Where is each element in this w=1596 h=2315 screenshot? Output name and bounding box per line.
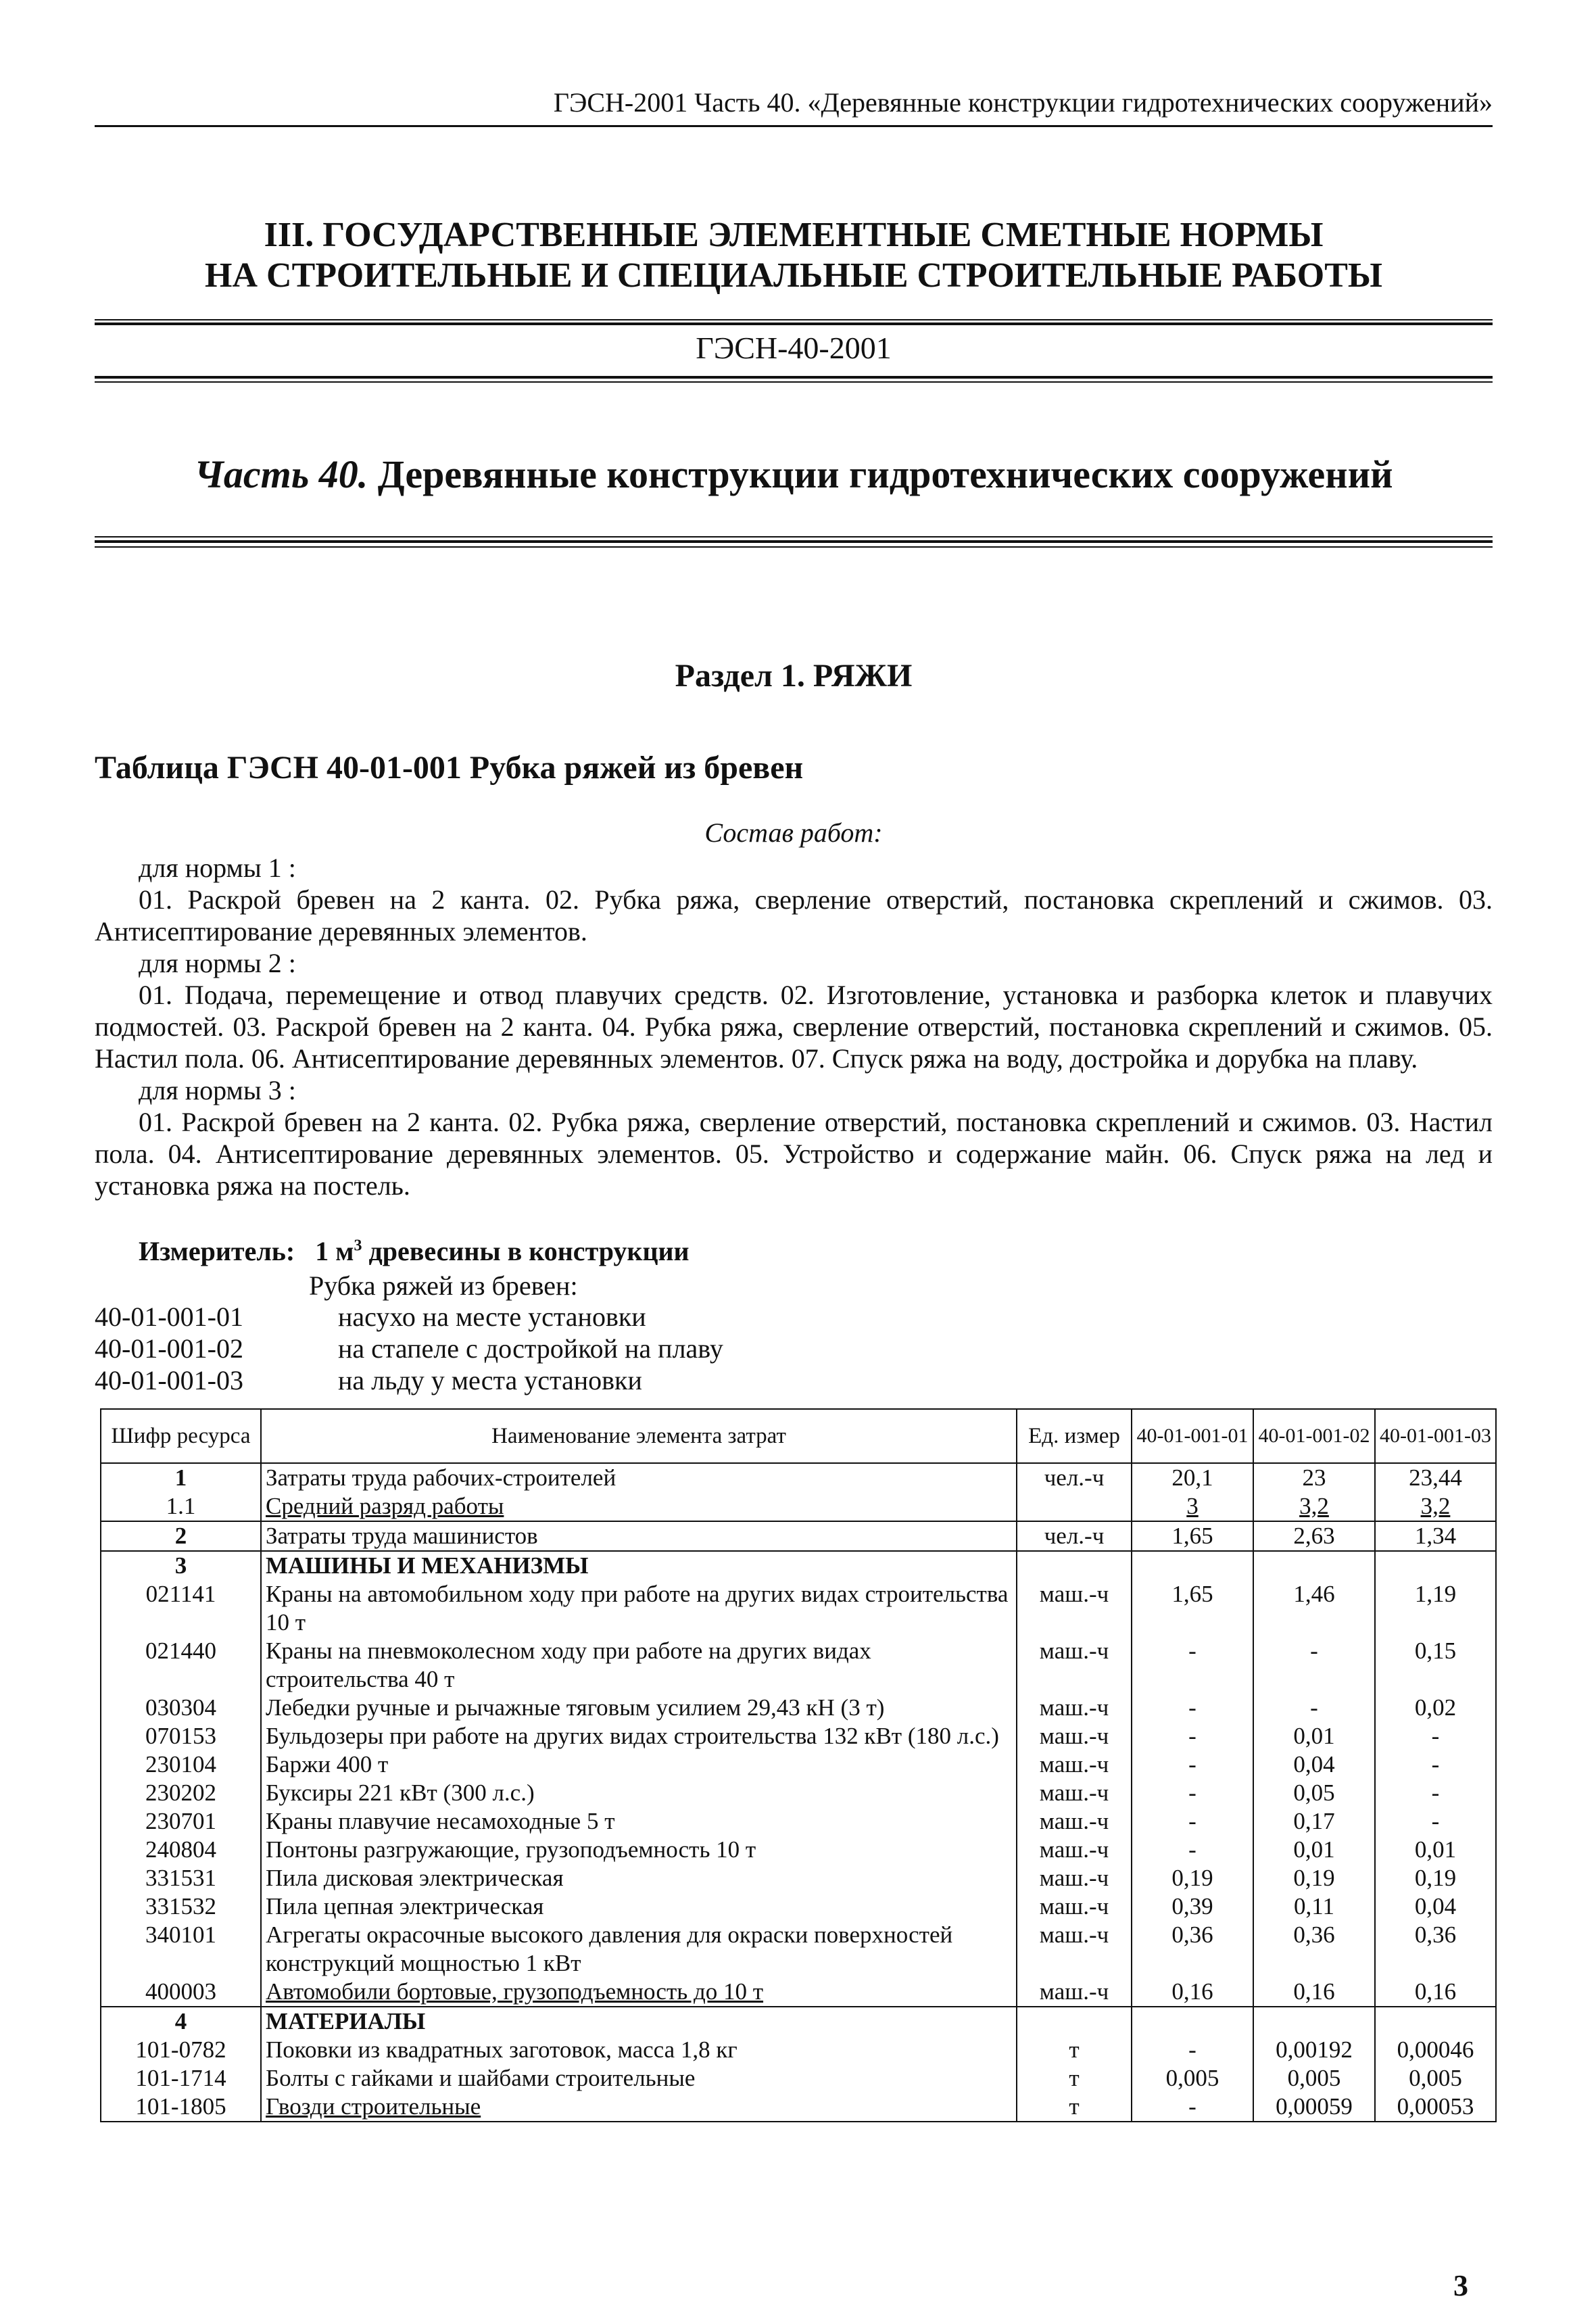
norm-code-2: 40-01-001-02 [95, 1333, 243, 1364]
cell-v1 [1132, 1551, 1253, 1580]
cell-v3: 0,00046 [1375, 2036, 1496, 2064]
cell-unit: маш.-ч [1017, 1836, 1132, 1864]
cell-code: 2 [101, 1521, 261, 1551]
cell-code: 331532 [101, 1892, 261, 1921]
header-unit: Ед. измер [1017, 1409, 1132, 1463]
table-row [101, 1637, 1496, 1694]
cell-v3: 1,34 [1375, 1521, 1496, 1551]
table-row [101, 1836, 1496, 1864]
cell-unit: маш.-ч [1017, 1921, 1132, 1978]
cell-v2: - [1253, 1637, 1375, 1694]
cell-v2: 23 [1253, 1463, 1375, 1492]
cell-name: Буксиры 221 кВт (300 л.с.) [261, 1779, 1017, 1807]
cell-unit: маш.-ч [1017, 1694, 1132, 1722]
norm2-text: 01. Подача, перемещение и отвод плавучих средств. 02. Изготовление, установка и разборка клеток и плавучих подмостей. 03. Раскрой бревен на 2 канта. 04. Рубка ряжа, сверление отверстий, постановка скреплений и сжимов. 05. Настил пола. 06. Антисептирование деревянных элементов. 07. Спуск ряжа на воду, достройка и дорубка на плаву. [95, 980, 1493, 1074]
cell-v2: 0,16 [1253, 1978, 1375, 2007]
norm-desc-2: на стапеле с достройкой на плаву [338, 1333, 723, 1364]
cell-code: 340101 [101, 1921, 261, 1978]
cell-name: Агрегаты окрасочные высокого давления для окраски поверхностей конструкций мощностью 1 кВт [261, 1921, 1017, 1978]
cell-v3: 1,19 [1375, 1580, 1496, 1637]
cell-v3: 0,36 [1375, 1921, 1496, 1978]
norm-code-3: 40-01-001-03 [95, 1365, 243, 1395]
cell-v1: - [1132, 1722, 1253, 1750]
cell-unit: т [1017, 2036, 1132, 2064]
cell-name: Затраты труда рабочих-строителей [261, 1463, 1017, 1492]
cell-v3: 0,16 [1375, 1978, 1496, 2007]
cell-code: 331531 [101, 1864, 261, 1892]
header-code: Шифр ресурса [101, 1409, 261, 1463]
cell-code: 230202 [101, 1779, 261, 1807]
table-row [101, 1864, 1496, 1892]
table-row [101, 2064, 1496, 2093]
cell-v3: 0,04 [1375, 1892, 1496, 1921]
cell-name: Затраты труда машинистов [261, 1521, 1017, 1551]
norm-desc-3: на льду у места установки [338, 1365, 642, 1395]
cell-unit: маш.-ч [1017, 1580, 1132, 1637]
cell-v3: 0,01 [1375, 1836, 1496, 1864]
cell-code: 030304 [101, 1694, 261, 1722]
norm-code-1: 40-01-001-01 [95, 1302, 243, 1332]
cell-unit: т [1017, 2064, 1132, 2093]
cell-code: 101-1805 [101, 2093, 261, 2122]
cell-code: 1.1 [101, 1492, 261, 1521]
cell-v1: 0,36 [1132, 1921, 1253, 1978]
table-row [101, 2007, 1496, 2036]
table-row [101, 1492, 1496, 1521]
cell-code: 230104 [101, 1750, 261, 1779]
cell-name: МАТЕРИАЛЫ [261, 2007, 1017, 2036]
cell-v1: 0,16 [1132, 1978, 1253, 2007]
cell-code: 3 [101, 1551, 261, 1580]
cell-v2: 1,46 [1253, 1580, 1375, 1637]
table-row [101, 2036, 1496, 2064]
cell-v2: 0,04 [1253, 1750, 1375, 1779]
part-label: Часть 40. [194, 452, 368, 496]
cell-name: Пила цепная электрическая [261, 1892, 1017, 1921]
cell-v1: 0,19 [1132, 1864, 1253, 1892]
measure-rest: древесины в конструкции [362, 1236, 690, 1266]
table-title: Таблица ГЭСН 40-01-001 Рубка ряжей из бревен [95, 750, 804, 786]
cell-name: Краны плавучие несамоходные 5 т [261, 1807, 1017, 1836]
cell-unit: маш.-ч [1017, 1807, 1132, 1836]
cell-name: Бульдозеры при работе на других видах строительства 132 кВт (180 л.с.) [261, 1722, 1017, 1750]
table-row [101, 1921, 1496, 1978]
cell-v1: 0,005 [1132, 2064, 1253, 2093]
cell-unit: маш.-ч [1017, 1750, 1132, 1779]
table-row [101, 1463, 1496, 1492]
norm1-block [95, 852, 1493, 1201]
cell-unit [1017, 2007, 1132, 2036]
cell-v3: - [1375, 1722, 1496, 1750]
header-norm-1: 40-01-001-01 [1132, 1409, 1253, 1463]
cell-v1: 3 [1132, 1492, 1253, 1521]
norm1-label: для нормы 1 : [139, 853, 296, 883]
header-norm-2: 40-01-001-02 [1253, 1409, 1375, 1463]
cell-unit: маш.-ч [1017, 1892, 1132, 1921]
table-row [101, 1580, 1496, 1637]
cell-code: 1 [101, 1463, 261, 1492]
cell-v2: 2,63 [1253, 1521, 1375, 1551]
cell-code: 070153 [101, 1722, 261, 1750]
table-row [101, 1521, 1496, 1551]
table-row [101, 1551, 1496, 1580]
table-row [101, 1892, 1496, 1921]
cell-code: 021141 [101, 1580, 261, 1637]
table-row [101, 1694, 1496, 1722]
cell-name: Краны на пневмоколесном ходу при работе на других видах строительства 40 т [261, 1637, 1017, 1694]
cell-v1: 20,1 [1132, 1463, 1253, 1492]
cell-name: Автомобили бортовые, грузоподъемность до 10 т [261, 1978, 1017, 2007]
code-rule-1 [95, 376, 1493, 379]
cell-v3: 3,2 [1375, 1492, 1496, 1521]
cell-v1: - [1132, 1637, 1253, 1694]
cell-unit: маш.-ч [1017, 1637, 1132, 1694]
header-name: Наименование элемента затрат [261, 1409, 1017, 1463]
cell-v3 [1375, 2007, 1496, 2036]
cell-name: Гвозди строительные [261, 2093, 1017, 2122]
cell-code: 230701 [101, 1807, 261, 1836]
cell-v3: 0,19 [1375, 1864, 1496, 1892]
cell-unit: чел.-ч [1017, 1463, 1132, 1492]
part-rule-2 [95, 540, 1493, 543]
title-rule-top [95, 319, 1493, 320]
cell-code: 101-0782 [101, 2036, 261, 2064]
cell-name: Баржи 400 т [261, 1750, 1017, 1779]
part-rule-3 [95, 546, 1493, 548]
cell-v2 [1253, 1551, 1375, 1580]
cell-v1: - [1132, 1807, 1253, 1836]
doc-code: ГЭСН-40-2001 [696, 331, 892, 365]
running-header: ГЭСН-2001 Часть 40. «Деревянные конструкции гидротехнических сооружений» [553, 87, 1493, 118]
norm1-text: 01. Раскрой бревен на 2 канта. 02. Рубка ряжа, сверление отверстий, постановка скреплений и сжимов. 03. Антисептирование деревянных элементов. [95, 884, 1493, 947]
table-row [101, 1779, 1496, 1807]
cell-v3 [1375, 1551, 1496, 1580]
cell-unit: маш.-ч [1017, 1722, 1132, 1750]
cell-name: Болты с гайками и шайбами строительные [261, 2064, 1017, 2093]
cell-unit: маш.-ч [1017, 1779, 1132, 1807]
norm3-text: 01. Раскрой бревен на 2 канта. 02. Рубка ряжа, сверление отверстий, постановка скреплений и сжимов. 03. Настил пола. 04. Антисептирование деревянных элементов. 05. Устройство и содержание майн. 06. Спуск ряжа на лед и установка ряжа на постель. [95, 1107, 1493, 1201]
cell-v1: - [1132, 2093, 1253, 2122]
measure-superscript: 3 [354, 1237, 362, 1255]
cell-code: 4 [101, 2007, 261, 2036]
norms-table [100, 1408, 1497, 2122]
cell-v3: - [1375, 1807, 1496, 1836]
cell-v1: 1,65 [1132, 1521, 1253, 1551]
cell-v2: 0,05 [1253, 1779, 1375, 1807]
cell-v1: 0,39 [1132, 1892, 1253, 1921]
cell-name: Краны на автомобильном ходу при работе на других видах строительства 10 т [261, 1580, 1017, 1637]
cell-v2 [1253, 2007, 1375, 2036]
cell-v2: 0,00192 [1253, 2036, 1375, 2064]
cell-v3: - [1375, 1779, 1496, 1807]
cell-code: 101-1714 [101, 2064, 261, 2093]
norm2-label: для нормы 2 : [139, 948, 296, 978]
measure-value: 1 м [315, 1236, 354, 1266]
header-norm-3: 40-01-001-03 [1375, 1409, 1496, 1463]
main-title-line-1: III. ГОСУДАРСТВЕННЫЕ ЭЛЕМЕНТНЫЕ СМЕТНЫЕ НОРМЫ [264, 216, 1324, 254]
cell-v1: - [1132, 1694, 1253, 1722]
cell-v2: 0,00059 [1253, 2093, 1375, 2122]
header-rule [95, 125, 1493, 127]
cell-v2: 0,005 [1253, 2064, 1375, 2093]
cell-code: 021440 [101, 1637, 261, 1694]
cell-v2: 0,36 [1253, 1921, 1375, 1978]
table-row [101, 1750, 1496, 1779]
cell-v1: - [1132, 1836, 1253, 1864]
part-title [95, 452, 1493, 497]
cell-v3: - [1375, 1750, 1496, 1779]
cell-unit: чел.-ч [1017, 1521, 1132, 1551]
cell-v3: 0,15 [1375, 1637, 1496, 1694]
cell-unit: т [1017, 2093, 1132, 2122]
cell-v3: 0,00053 [1375, 2093, 1496, 2122]
cell-v1 [1132, 2007, 1253, 2036]
cell-name: Лебедки ручные и рычажные тяговым усилием 29,43 кН (3 т) [261, 1694, 1017, 1722]
measure-line [139, 1235, 690, 1267]
norm3-label: для нормы 3 : [139, 1075, 296, 1105]
cell-name: Пила дисковая электрическая [261, 1864, 1017, 1892]
cell-v1: - [1132, 1779, 1253, 1807]
code-rule-2 [95, 381, 1493, 383]
cell-v1: 1,65 [1132, 1580, 1253, 1637]
cell-code: 240804 [101, 1836, 261, 1864]
cell-name: Понтоны разгружающие, грузоподъемность 10 т [261, 1836, 1017, 1864]
cell-v3: 0,02 [1375, 1694, 1496, 1722]
cell-unit: маш.-ч [1017, 1978, 1132, 2007]
table-row [101, 1807, 1496, 1836]
cell-name: МАШИНЫ И МЕХАНИЗМЫ [261, 1551, 1017, 1580]
table-row [101, 2093, 1496, 2122]
cell-unit: маш.-ч [1017, 1864, 1132, 1892]
norm-desc-1: насухо на месте установки [338, 1302, 646, 1332]
table-row [101, 1722, 1496, 1750]
work-composition-label: Состав работ: [704, 817, 883, 848]
table-row [101, 1978, 1496, 2007]
cell-unit [1017, 1551, 1132, 1580]
subtitle: Рубка ряжей из бревен: [309, 1270, 578, 1301]
cell-v2: 0,01 [1253, 1722, 1375, 1750]
main-title-line-2: НА СТРОИТЕЛЬНЫЕ И СПЕЦИАЛЬНЫЕ СТРОИТЕЛЬНЫЕ РАБОТЫ [205, 256, 1382, 295]
cell-v2: 0,19 [1253, 1864, 1375, 1892]
cell-v2: 0,01 [1253, 1836, 1375, 1864]
cell-v1: - [1132, 1750, 1253, 1779]
page-number: 3 [1453, 2269, 1468, 2302]
cell-unit [1017, 1492, 1132, 1521]
measure-label: Измеритель: [139, 1236, 295, 1266]
part-rule-1 [95, 536, 1493, 538]
section-title: Раздел 1. РЯЖИ [675, 658, 913, 694]
cell-v2: 0,17 [1253, 1807, 1375, 1836]
part-title-text: Деревянные конструкции гидротехнических сооружений [377, 452, 1393, 496]
cell-v3: 23,44 [1375, 1463, 1496, 1492]
cell-v1: - [1132, 2036, 1253, 2064]
cell-v2: - [1253, 1694, 1375, 1722]
cell-v3: 0,005 [1375, 2064, 1496, 2093]
cell-name: Средний разряд работы [261, 1492, 1017, 1521]
cell-name: Поковки из квадратных заготовок, масса 1,8 кг [261, 2036, 1017, 2064]
title-rule-top-thick [95, 323, 1493, 325]
cell-code: 400003 [101, 1978, 261, 2007]
cell-v2: 3,2 [1253, 1492, 1375, 1521]
cell-v2: 0,11 [1253, 1892, 1375, 1921]
